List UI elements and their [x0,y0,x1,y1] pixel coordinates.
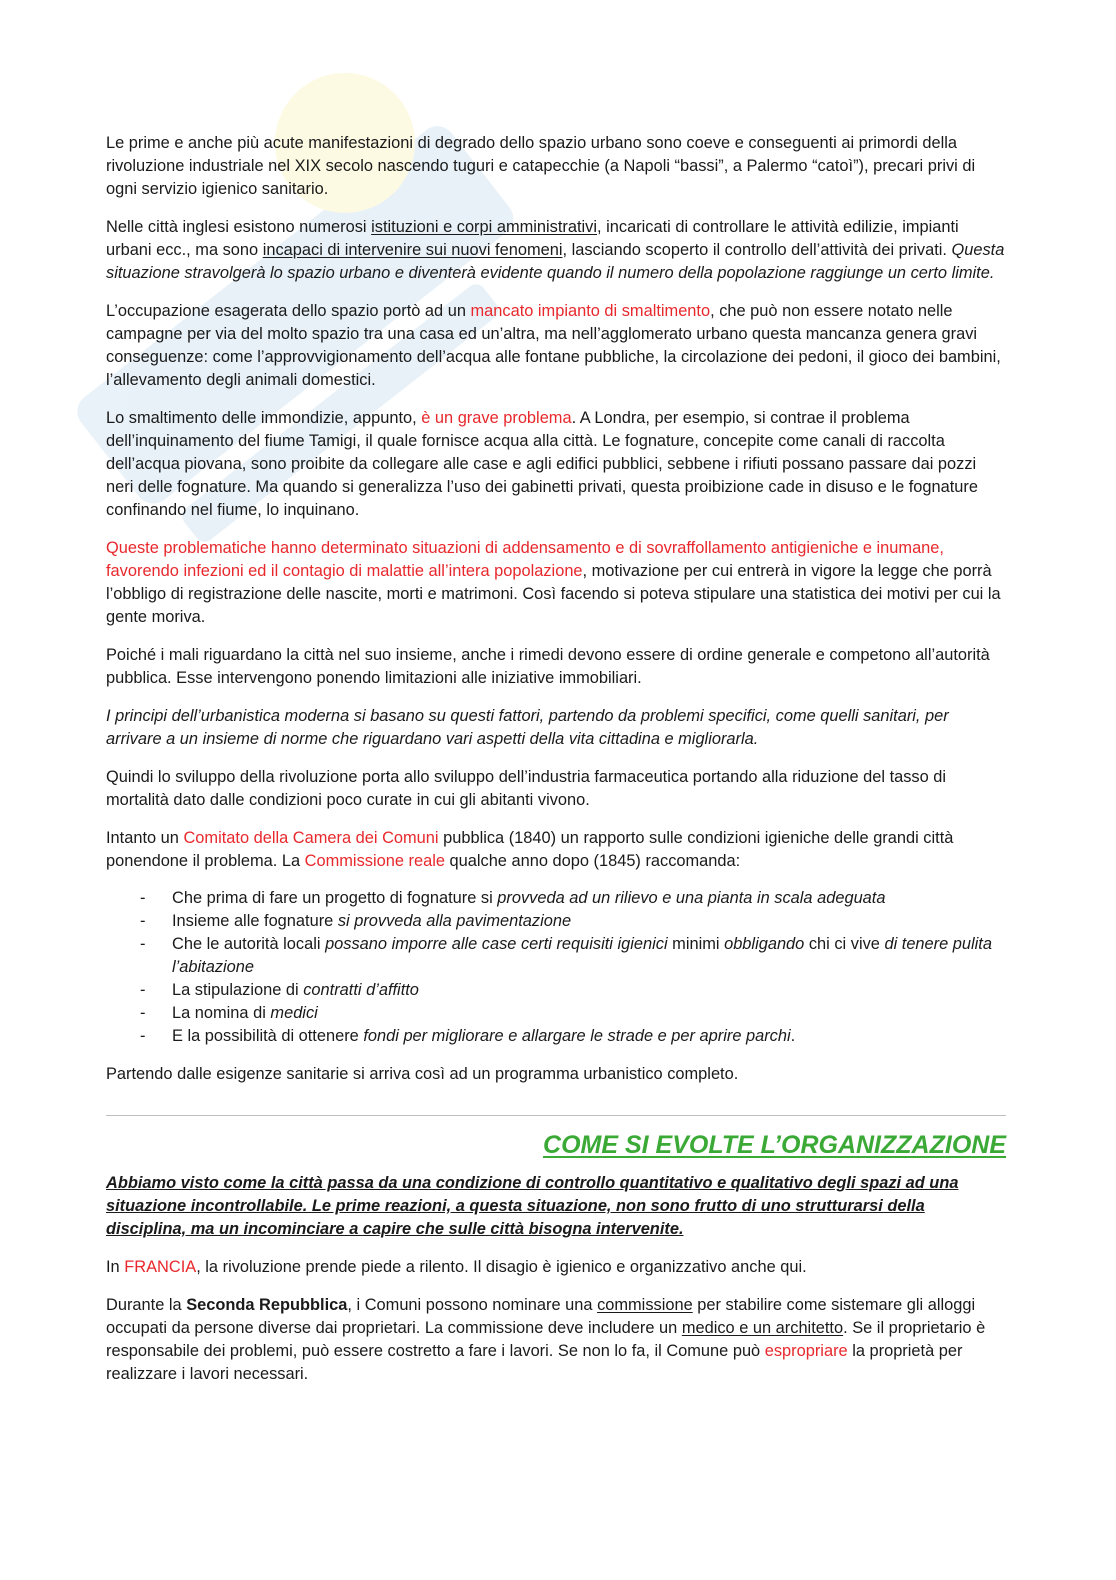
paragraph-seconda-repubblica: Durante la Seconda Repubblica, i Comuni possono nominare una commissione per stabilire come sistemare gli alloggi occupati da persone diverse dai proprietari. La commissione deve includere un medico e un architetto. Se il proprietario è responsabile dei problemi, può essere costretto a fare i lavori. Se non lo fa, il Comune può espropriare la proprietà per realizzare i lavori necessari. [106,1296,986,1383]
section-heading: COME SI EVOLTE L’ORGANIZZAZIONE [543,1131,1006,1159]
paragraph-conclusione: Partendo dalle esigenze sanitarie si arriva così ad un programma urbanistico completo. [106,1065,739,1083]
list-item: - E la possibilità di ottenere fondi per migliorare e allargare le strade e per aprire parchi. [106,1025,1006,1048]
highlight-red: mancato impianto di smaltimento [470,302,711,320]
list-item: - Insieme alle fognature si provveda alla pavimentazione [106,910,1006,933]
paragraph-principi [106,705,1006,751]
paragraph-degrado: Le prime e anche più acute manifestazioni di degrado dello spazio urbano sono coeve e conseguenti ai primordi della rivoluzione industriale nel XIX secolo nascendo tuguri e catapecchie (a Napoli “bassi”, a Palermo “catoì”), precari privi di ogni servizio igienico sanitario. [106,134,976,198]
paragraph-comitato: Intanto un Comitato della Camera dei Comuni pubblica (1840) un rapporto sulle condizioni igieniche delle grandi città ponendone il problema. La Commissione reale qualche anno dopo (1845) raccomanda: [106,829,954,870]
highlight-red: Comitato della Camera dei Comuni [183,829,439,847]
highlight-red: Queste problematiche hanno determinato situazioni di addensamento e di sovraffollamento antigieniche e inumane, favorendo infezioni ed il contagio di malattie all’intera popolazione [106,539,944,580]
paragraph-citta-inglesi: Nelle città inglesi esistono numerosi istituzioni e corpi amministrativi, incaricati di controllare le attività edilizie, impianti urbani ecc., ma sono incapaci di intervenire sui nuovi fenomeni, lasciando scoperto il controllo dell’attività dei privati. Questa situazione stravolgerà lo spazio urbano e diventerà evidente quando il numero della popolazione raggiunge un certo limite. [106,218,1005,282]
document-page [106,132,1006,1401]
bold-text: Seconda Repubblica [186,1296,348,1314]
italic-text: I principi dell’urbanistica moderna si basano su questi fattori, partendo da problemi specifici, come quelli sanitari, per arrivare a un insieme di norme che riguardano vari aspetti della vita cittadina e migliorarla. [106,707,949,748]
list-item: - Che prima di fare un progetto di fognature si provveda ad un rilievo e una pianta in scala adeguata [106,887,1006,910]
recommendations-list [106,887,1006,1048]
underlined-text: incapaci di intervenire sui nuovi fenomeni [262,241,563,259]
underlined-text: medico e un architetto [681,1319,844,1337]
highlight-red: è un grave problema [421,409,572,427]
highlight-red: FRANCIA [124,1258,197,1276]
highlight-red: Commissione reale [304,852,445,870]
italic-text: Questa situazione stravolgerà lo spazio urbano e diventerà evidente quando il numero della popolazione raggiunge un certo limite. [106,241,1005,282]
paragraph-mali: Poiché i mali riguardano la città nel suo insieme, anche i rimedi devono essere di ordine generale e competono all’autorità pubblica. Esse intervengono ponendo limitazioni alle iniziative immobiliari. [106,646,990,687]
paragraph-problematiche: Queste problematiche hanno determinato situazioni di addensamento e di sovraffollamento antigieniche e inumane, favorendo infezioni ed il contagio di malattie all’intera popolazione, motivazione per cui entrerà in vigore la legge che porrà l’obbligo di registrazione delle nascite, morti e matrimoni. Così facendo si poteva stipulare una statistica dei motivi per cui la gente moriva. [106,539,1001,626]
paragraph-francia: In FRANCIA, la rivoluzione prende piede a rilento. Il disagio è igienico e organizzativo anche qui. [106,1258,807,1276]
paragraph-sviluppo: Quindi lo sviluppo della rivoluzione porta allo sviluppo dell’industria farmaceutica portando alla riduzione del tasso di mortalità dato dalle condizioni poco curate in cui gli abitanti vivono. [106,768,947,809]
list-item: - Che le autorità locali possano imporre alle case certi requisiti igienici minimi obbligando chi ci vive di tenere pulita l’abitazione [106,933,1006,979]
section-divider [106,1115,1006,1116]
section-intro: Abbiamo visto come la città passa da una condizione di controllo quantitativo e qualitativo degli spazi ad una situazione incontrollabile. Le prime reazioni, a questa situazione, non sono frutto di uno strutturarsi della disciplina, ma un incominciare a capire che sulle città bisogna intervenite. [106,1174,959,1238]
underlined-text: istituzioni e corpi amministrativi [371,218,598,236]
list-item: - La stipulazione di contratti d’affitto [106,979,1006,1002]
paragraph-occupazione: L’occupazione esagerata dello spazio portò ad un mancato impianto di smaltimento, che può non essere notato nelle campagne per via del molto spazio tra una casa ed un’altra, ma nell’agglomerato urbano questa mancanza genera gravi conseguenze: come l’approvvigionamento dell’acqua alle fontane pubbliche, la circolazione dei pedoni, il gioco dei bambini, l’allevamento degli animali domestici. [106,302,1001,389]
paragraph-smaltimento: Lo smaltimento delle immondizie, appunto, è un grave problema. A Londra, per esempio, si contrae il problema dell’inquinamento del fiume Tamigi, il quale fornisce acqua alla città. Le fognature, concepite come canali di raccolta dell’acqua piovana, sono proibite da collegare alle case e agli edifici pubblici, sebbene i rifiuti possano passare dai pozzi neri delle fognature. Ma quando si generalizza l’uso dei gabinetti privati, questa proibizione cade in disuso e le fognature confinando nel fiume, lo inquinano. [106,409,978,519]
highlight-red: espropriare [764,1342,848,1360]
underlined-text: commissione [597,1296,693,1314]
list-item: - La nomina di medici [106,1002,1006,1025]
